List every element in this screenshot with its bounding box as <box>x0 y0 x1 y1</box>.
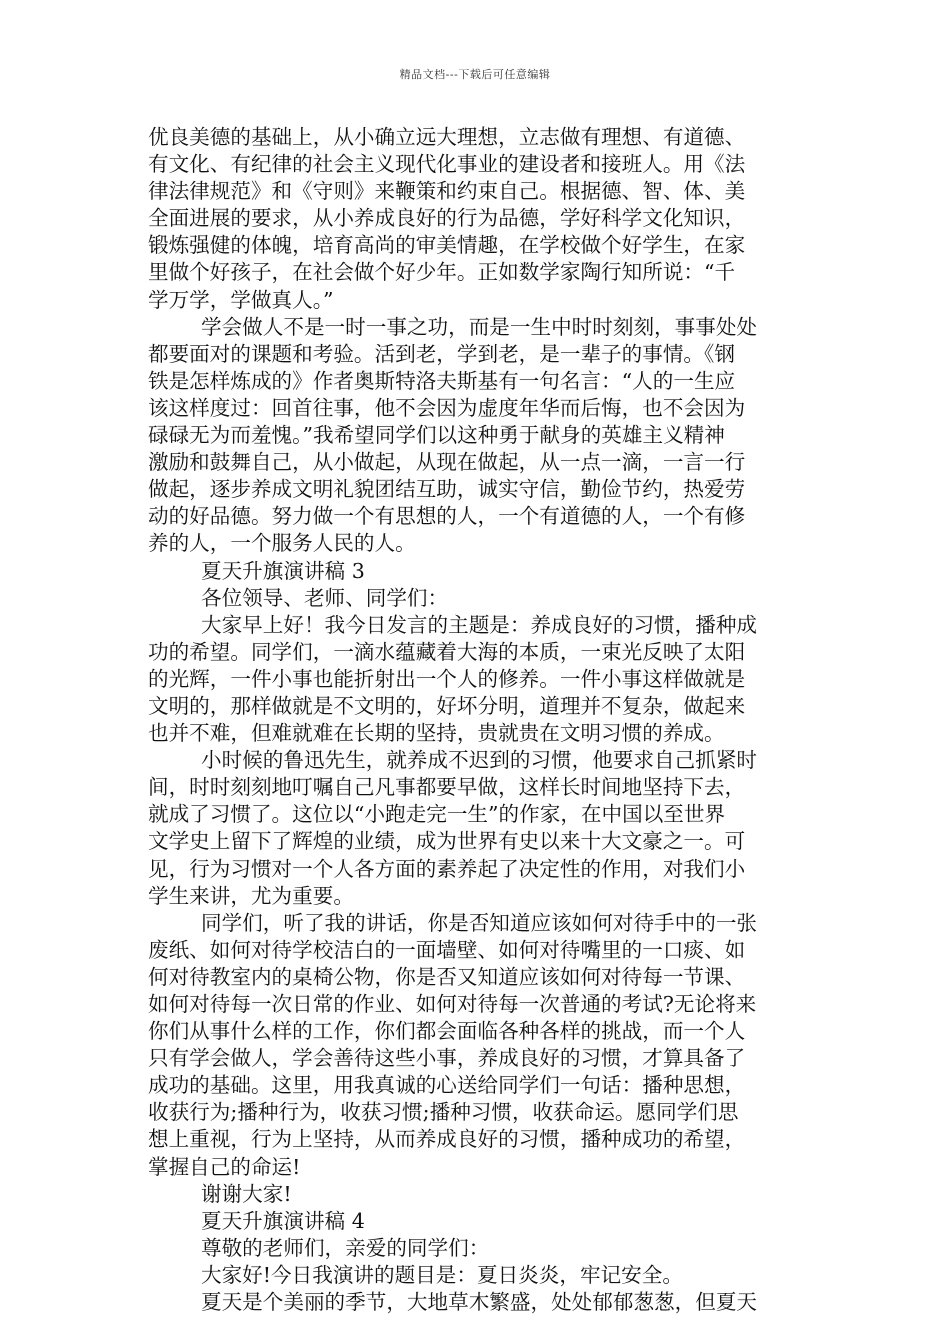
page-header: 精品文档---下载后可任意编辑 <box>399 68 551 81</box>
text-line: 如何对待每一次日常的作业、如何对待每一次普通的考试?无论将来 <box>148 992 757 1016</box>
text-line: 学生来讲，尤为重要。 <box>148 883 354 908</box>
text-line: 夏天升旗演讲稿 4 <box>201 1208 365 1233</box>
text-line: 也并不难，但难就难在长期的坚持，贵就贵在文明习惯的养成。 <box>148 721 725 746</box>
text-line: 尊敬的老师们，亲爱的同学们： <box>201 1235 490 1260</box>
text-line: 何对待教室内的桌椅公物，你是否又知道应该如何对待每一节课、 <box>148 964 746 989</box>
text-line: 就成了习惯了。这位以“小跑走完一生”的作家，在中国以至世界 <box>148 802 726 827</box>
text-line: 铁是怎样炼成的》作者奥斯特洛夫斯基有一句名言：“人的一生应 <box>148 368 736 393</box>
text-line: 文明的，那样做就是不文明的，好坏分明，道理并不复杂，做起来 <box>148 693 746 718</box>
document-body <box>148 124 820 1316</box>
text-line: 夏天升旗演讲稿 3 <box>201 558 365 583</box>
text-line: 全面进展的要求，从小养成良好的行为品德，学好科学文化知识， <box>148 206 746 231</box>
text-line: 大家早上好！我今日发言的主题是：养成良好的习惯，播种成 <box>201 612 758 637</box>
text-line: 掌握自己的命运! <box>148 1154 301 1179</box>
text-line: 的光辉，一件小事也能折射出一个人的修养。一件小事这样做就是 <box>148 666 746 691</box>
text-line: 锻炼强健的体魄，培育高尚的审美情趣，在学校做个好学生，在家 <box>148 233 746 258</box>
text-line: 律法律规范》和《守则》来鞭策和约束自己。根据德、智、体、美 <box>148 179 746 204</box>
text-line: 动的好品德。努力做一个有思想的人，一个有道德的人，一个有修 <box>148 504 746 529</box>
text-line: 文学史上留下了辉煌的业绩，成为世界有史以来十大文豪之一。可 <box>148 829 746 854</box>
text-line: 做起，逐步养成文明礼貌团结互助，诚实守信，勤俭节约，热爱劳 <box>148 477 746 502</box>
text-line: 优良美德的基础上，从小确立远大理想，立志做有理想、有道德、 <box>148 125 746 149</box>
text-line: 间，时时刻刻地叮嘱自己凡事都要早做，这样长时间地坚持下去， <box>148 775 746 800</box>
text-line: 里做个好孩子，在社会做个好少年。正如数学家陶行知所说：“千 <box>148 260 736 285</box>
text-line: 收获行为;播种行为，收获习惯;播种习惯，收获命运。愿同学们思 <box>148 1100 739 1125</box>
text-line: 小时候的鲁迅先生，就养成不迟到的习惯，他要求自己抓紧时 <box>201 748 758 773</box>
text-line: 学会做人不是一时一事之功，而是一生中时时刻刻，事事处处 <box>201 314 758 339</box>
text-line: 夏天是个美丽的季节，大地草木繁盛，处处郁郁葱葱，但夏天 <box>201 1290 758 1315</box>
text-line: 谢谢大家! <box>201 1181 292 1206</box>
text-line: 想上重视，行为上坚持，从而养成良好的习惯，播种成功的希望， <box>148 1127 746 1152</box>
text-line: 功的希望。同学们，一滴水蕴藏着大海的本质，一束光反映了太阳 <box>148 639 746 664</box>
text-line: 都要面对的课题和考验。活到老，学到老，是一辈子的事情。《钢 <box>148 341 735 366</box>
text-line: 大家好!今日我演讲的题目是：夏日炎炎，牢记安全。 <box>201 1262 683 1287</box>
text-line: 激励和鼓舞自己，从小做起，从现在做起，从一点一滴，一言一行 <box>148 450 746 475</box>
text-line: 有文化、有纪律的社会主义现代化事业的建设者和接班人。用《法 <box>148 152 746 177</box>
text-line: 该这样度过：回首往事，他不会因为虚度年华而后悔，也不会因为 <box>148 395 746 420</box>
text-line: 学万学，学做真人。” <box>148 287 334 312</box>
text-line: 成功的基础。这里，用我真诚的心送给同学们一句话：播种思想， <box>148 1073 746 1098</box>
text-line: 养的人，一个服务人民的人。 <box>148 531 416 556</box>
text-line: 见，行为习惯对一个人各方面的素养起了决定性的作用，对我们小 <box>148 856 746 881</box>
text-line: 碌碌无为而羞愧。”我希望同学们以这种勇于献身的英雄主义精神 <box>148 423 725 448</box>
text-line: 只有学会做人，学会善待这些小事，养成良好的习惯，才算具备了 <box>148 1046 746 1071</box>
text-line: 各位领导、老师、同学们： <box>201 585 449 610</box>
text-line: 废纸、如何对待学校洁白的一面墙壁、如何对待嘴里的一口痰、如 <box>148 937 746 962</box>
text-line: 你们从事什么样的工作，你们都会面临各种各样的挑战，而一个人 <box>148 1019 746 1044</box>
text-line: 同学们，听了我的讲话，你是否知道应该如何对待手中的一张 <box>201 910 758 935</box>
